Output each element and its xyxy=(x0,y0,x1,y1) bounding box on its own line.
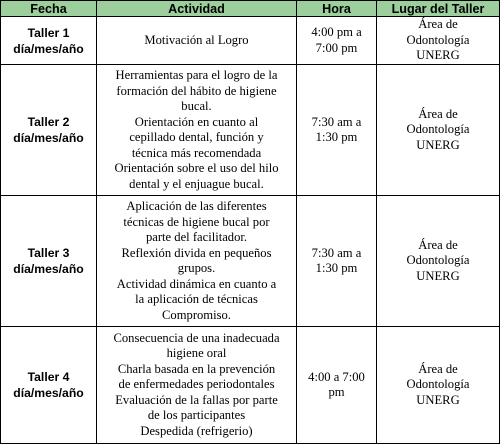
fecha-label: día/mes/año xyxy=(13,386,84,400)
hora-text: 7:30 am a 1:30 pm xyxy=(311,114,362,144)
table-row xyxy=(1,17,500,65)
actividad-cell xyxy=(97,65,297,196)
taller-label: Taller 2 xyxy=(27,115,70,129)
fecha-cell xyxy=(1,327,97,444)
hora-cell xyxy=(297,327,377,444)
actividad-text: Consecuencia de una inadecuada higiene oral Charla basada en la prevención de enfermedades periodontales Evaluación de la fallas por parte de los participantes Despedida (refrigerio) xyxy=(113,330,280,438)
actividad-cell xyxy=(97,327,297,444)
table-row xyxy=(1,65,500,196)
header-lugar: Lugar del Taller xyxy=(377,1,500,17)
actividad-text: Herramientas para el logro de la formación del hábito de higiene bucal. Orientación en cuanto al cepillado dental, función y técnica más recomendada Orientación sobre el uso del hilo dental y el enjuague bucal. xyxy=(114,68,279,191)
actividad-text: Aplicación de las diferentes técnicas de higiene bucal por parte del facilitador. Reflexión divida en pequeños grupos. Actividad dinámica en cuanto a la aplicación de técnicas Compromiso. xyxy=(116,199,277,322)
header-hora: Hora xyxy=(297,1,377,17)
table-row xyxy=(1,196,500,327)
lugar-text: Área de Odontología UNERG xyxy=(406,17,470,63)
taller-label: Taller 1 xyxy=(27,25,70,40)
fecha-label: día/mes/año xyxy=(13,131,84,145)
taller-label: Taller 4 xyxy=(27,370,70,384)
fecha-label: día/mes/año xyxy=(13,41,84,56)
lugar-cell xyxy=(377,65,500,196)
header-actividad: Actividad xyxy=(97,1,297,17)
lugar-text: Área de Odontología UNERG xyxy=(406,361,470,407)
lugar-text: Área de Odontología UNERG xyxy=(406,237,470,283)
lugar-cell xyxy=(377,196,500,327)
lugar-cell xyxy=(377,327,500,444)
fecha-cell xyxy=(1,65,97,196)
lugar-cell xyxy=(377,17,500,65)
hora-text: 4:00 pm a 7:00 pm xyxy=(311,25,362,55)
header-fecha: Fecha xyxy=(1,1,97,17)
hora-cell xyxy=(297,17,377,65)
actividad-cell xyxy=(97,17,297,65)
actividad-cell xyxy=(97,196,297,327)
header-row xyxy=(1,1,500,17)
fecha-cell xyxy=(1,196,97,327)
hora-text: 4:00 a 7:00 pm xyxy=(308,369,365,399)
hora-text: 7:30 am a 1:30 pm xyxy=(311,245,362,275)
table-row xyxy=(1,327,500,444)
hora-cell xyxy=(297,196,377,327)
taller-label: Taller 3 xyxy=(27,246,70,260)
fecha-label: día/mes/año xyxy=(13,262,84,276)
lugar-text: Área de Odontología UNERG xyxy=(406,106,470,152)
fecha-cell xyxy=(1,17,97,65)
actividad-text: Motivación al Logro xyxy=(144,32,249,47)
hora-cell xyxy=(297,65,377,196)
